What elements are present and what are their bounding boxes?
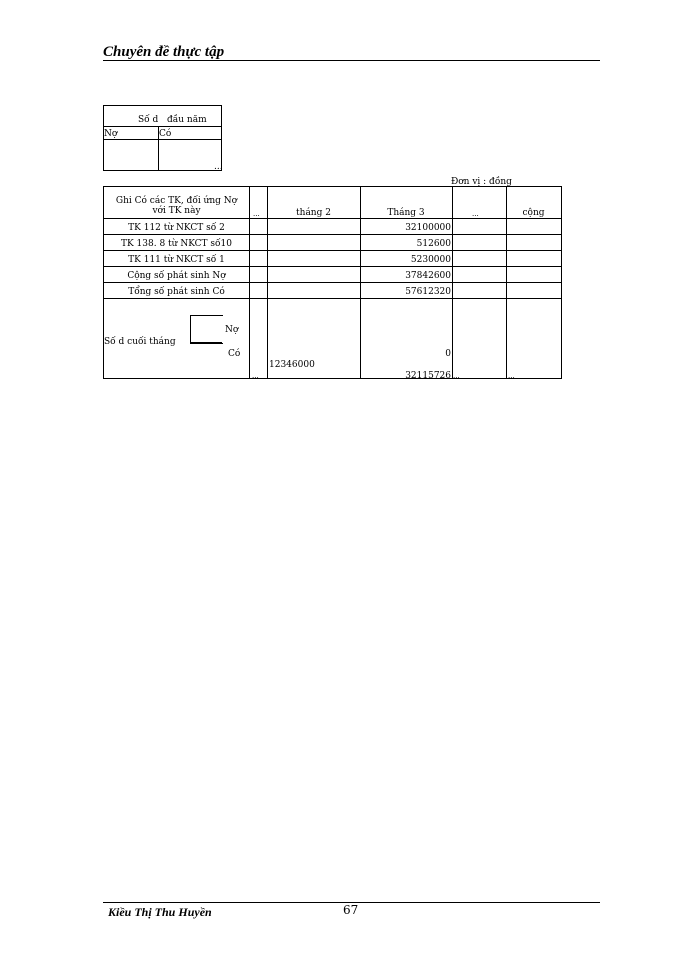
table-rule (104, 126, 221, 127)
header-desc-line1: Ghi Có các TK, đối ứng Nợ (115, 196, 238, 206)
bracket-mark (190, 315, 223, 344)
header-month-3: Tháng 3 (387, 208, 425, 218)
row-month3: 5230000 (410, 255, 451, 265)
table-rule (104, 266, 561, 267)
closing-co-label: Có (228, 349, 241, 359)
closing-dots-3: ... (508, 372, 515, 380)
opening-balance-period: đầu năm (167, 115, 207, 125)
header-desc-line2: với TK này (152, 206, 201, 216)
row-month3: 32100000 (405, 223, 451, 233)
page-number: 67 (343, 903, 359, 917)
row-month3: 37842600 (405, 271, 451, 281)
table-rule (104, 298, 561, 299)
row-desc: TK 138. 8 từ NKCT số10 (120, 239, 233, 249)
opening-balance-table (103, 105, 222, 171)
table-rule (104, 139, 221, 140)
header-month-2: tháng 2 (296, 208, 331, 218)
closing-dots-2: ... (453, 372, 460, 380)
row-desc: TK 111 từ NKCT số 1 (128, 255, 225, 265)
opening-dots: ... (214, 162, 223, 172)
table-rule (104, 218, 561, 219)
footer-author: Kiều Thị Thu Huyền (108, 905, 212, 919)
table-rule (104, 234, 561, 235)
opening-col-co: Có (159, 129, 172, 139)
closing-month3-co: 32115726 (405, 371, 451, 381)
opening-balance-label: Số d (138, 115, 159, 125)
header-total: cộng (522, 208, 545, 218)
ledger-table (103, 186, 562, 379)
table-rule (104, 250, 561, 251)
row-desc: Cộng số phát sinh Nợ (127, 271, 226, 281)
opening-col-no: Nợ (104, 129, 118, 139)
row-desc: TK 112 từ NKCT số 2 (128, 223, 225, 233)
row-desc: Tổng số phát sinh Có (128, 287, 225, 297)
closing-no-label: Nợ (225, 325, 239, 335)
closing-dots-1: ... (252, 372, 259, 380)
row-month3: 57612320 (405, 287, 451, 297)
table-rule (104, 282, 561, 283)
unit-note: Đơn vị : đồng (451, 177, 512, 187)
header-dots-1: ... (253, 210, 260, 218)
document-header-title: Chuyên đề thực tập (103, 44, 225, 60)
row-month3: 512600 (416, 239, 451, 249)
closing-month3-no: 0 (445, 349, 451, 359)
closing-month2-value: 12346000 (269, 360, 315, 370)
closing-balance-label: Số d cuối tháng (104, 337, 176, 347)
header-rule (103, 60, 600, 61)
header-dots-2: ... (472, 210, 479, 218)
bracket-mark (190, 342, 222, 343)
